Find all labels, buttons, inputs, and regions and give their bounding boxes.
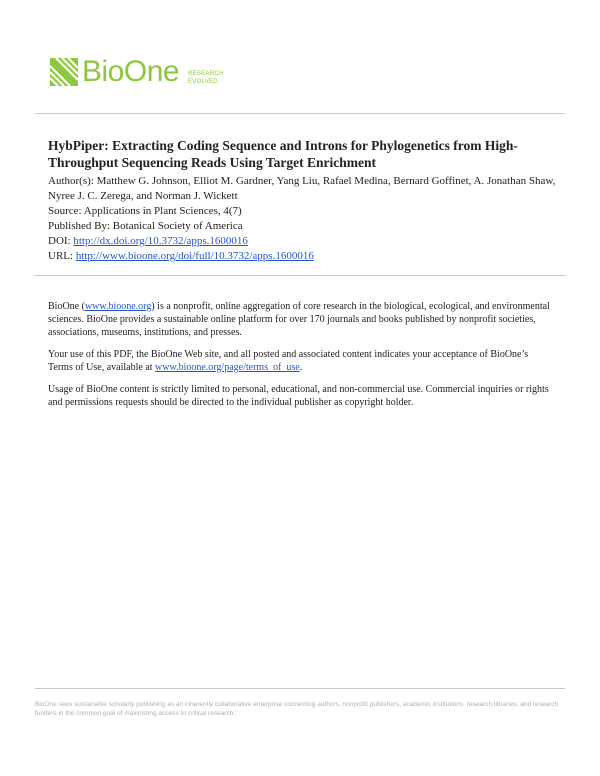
bioone-stripes-icon (50, 58, 78, 86)
doi-link[interactable]: http://dx.doi.org/10.3732/apps.1600016 (73, 235, 248, 247)
terms-of-use-link[interactable]: www.bioone.org/page/terms_of_use (155, 362, 300, 373)
tagline-research: RESEARCH (188, 71, 224, 77)
bioone-tagline (188, 70, 224, 86)
publisher-value: Botanical Society of America (112, 220, 243, 232)
notice-paragraph-3: Usage of BioOne content is strictly limited to personal, educational, and non-commercial use. Commercial inquiries or rights and permissions requests should be directed to the individual publisher as copyright holder. (48, 384, 549, 408)
source-value: Applications in Plant Sciences, 4(7) (83, 205, 242, 217)
header-divider (35, 113, 565, 114)
source-line (48, 204, 558, 219)
tagline-evolved: EVOLVED (188, 79, 218, 85)
bioone-home-link[interactable]: www.bioone.org (84, 301, 152, 312)
notice-p2-start: Your use of this PDF, the BioOne Web site, and all posted and associated content indicates your acceptance of BioOne’s Terms of Use, available at (48, 349, 529, 373)
article-metadata (48, 174, 558, 264)
authors-value: Matthew G. Johnson, Elliot M. Gardner, Yang Liu, Rafael Medina, Bernard Goffinet, A. Jonathan Shaw, Nyree J. C. Zerega, and Norman J. Wickett (48, 175, 556, 202)
publisher-line (48, 219, 558, 234)
bioone-notice (48, 300, 553, 418)
doi-label: DOI: (48, 235, 71, 247)
notice-p1-start: BioOne ( (48, 301, 85, 312)
article-url-link[interactable]: http://www.bioone.org/doi/full/10.3732/apps.1600016 (75, 250, 314, 262)
publisher-label: Published By: (48, 220, 111, 232)
authors-line (48, 174, 558, 204)
footer-divider (35, 688, 565, 689)
doi-line (48, 234, 558, 249)
footer-text: BioOne sees sustainable scholarly publishing as an inherently collaborative enterprise connecting authors, nonprofit publishers, academic institutions, research libraries, and research funders in the common goal of maximizing access to critical research. (35, 701, 559, 717)
authors-label: Author(s): (48, 175, 94, 187)
url-line (48, 249, 558, 264)
bioone-brand-text: BioOne (82, 55, 180, 88)
article-title: HybPiper: Extracting Coding Sequence and Introns for Phylogenetics from High-Throughput Sequencing Reads Using Target Enrichment (48, 138, 518, 170)
notice-p1-end: ) is a nonprofit, online aggregation of core research in the biological, ecological, and environmental sciences. BioOne provides a sustainable online platform for over 170 journals and books published by nonprofit societies, associations, museums, institutions, and presses. (48, 301, 550, 338)
notice-p2-end: . (299, 362, 303, 373)
source-label: Source: (48, 205, 82, 217)
url-label: URL: (48, 250, 74, 262)
notice-paragraph-1 (48, 300, 553, 339)
metadata-divider (35, 275, 565, 276)
notice-paragraph-2 (48, 348, 553, 374)
